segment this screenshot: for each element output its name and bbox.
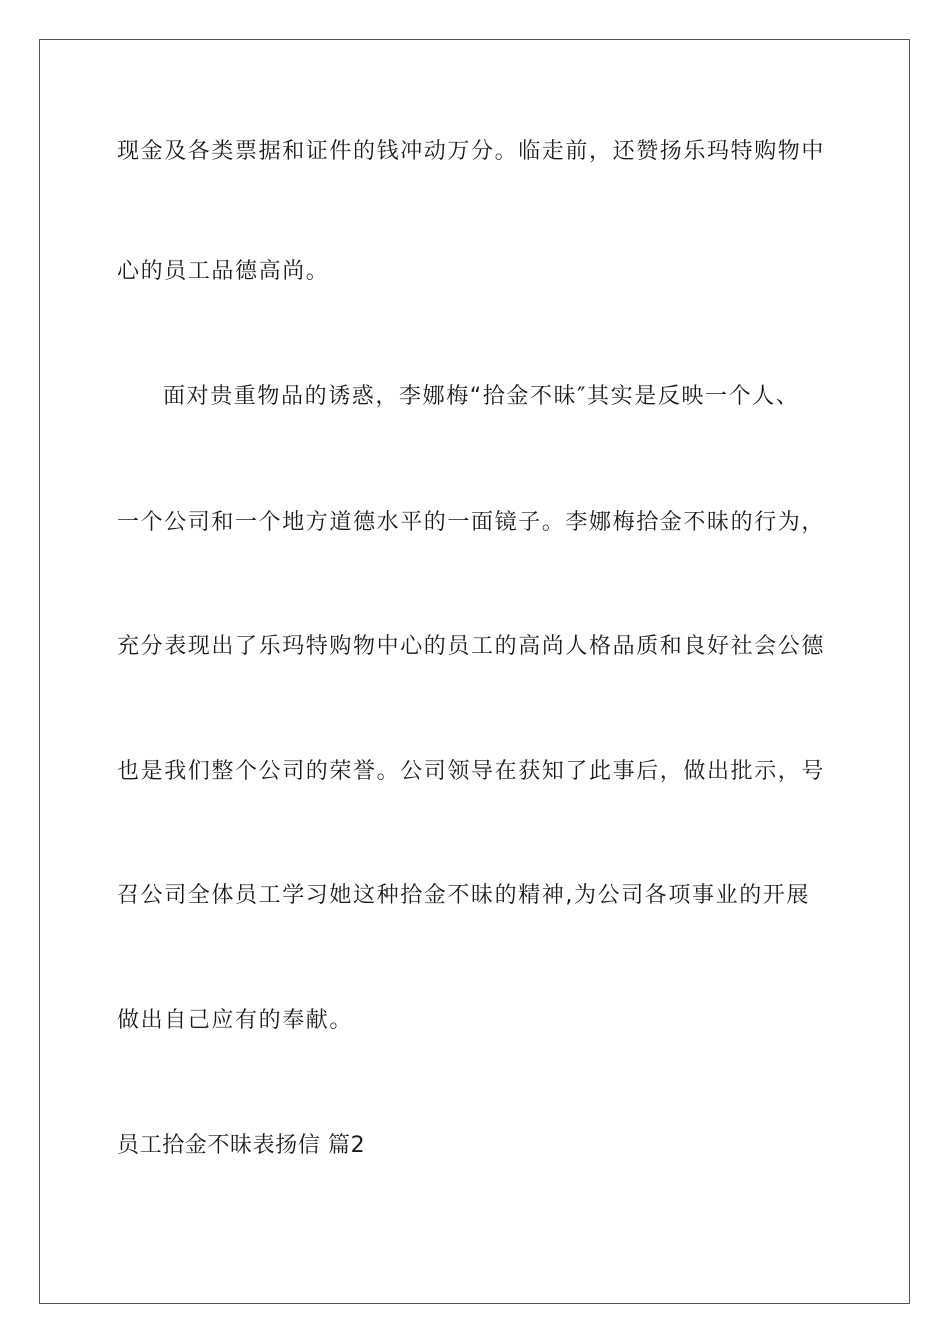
paragraph-line-2: 心的员工品德高尚。 xyxy=(117,259,330,284)
paragraph-line-7: 召公司全体员工学习她这种拾金不昧的精神,为公司各项事业的开展 xyxy=(117,883,810,908)
paragraph-line-1: 现金及各类票据和证件的钱冲动万分。临走前，还赞扬乐玛特购物中 xyxy=(117,139,826,164)
paragraph-line-6: 也是我们整个公司的荣誉。公司领导在获知了此事后，做出批示，号 xyxy=(117,759,826,784)
paragraph-line-5: 充分表现出了乐玛特购物中心的员工的高尚人格品质和良好社会公德 xyxy=(117,634,826,659)
paragraph-line-8: 做出自己应有的奉献。 xyxy=(117,1008,354,1033)
section-heading: 员工拾金不昧表扬信 篇2 xyxy=(117,1133,366,1158)
paragraph-line-4: 一个公司和一个地方道德水平的一面镜子。李娜梅拾金不昧的行为， xyxy=(117,510,826,535)
paragraph-line-3: 面对贵重物品的诱惑，李娜梅“拾金不昧″其实是反映一个人、 xyxy=(163,384,800,409)
page-border xyxy=(39,39,910,1304)
